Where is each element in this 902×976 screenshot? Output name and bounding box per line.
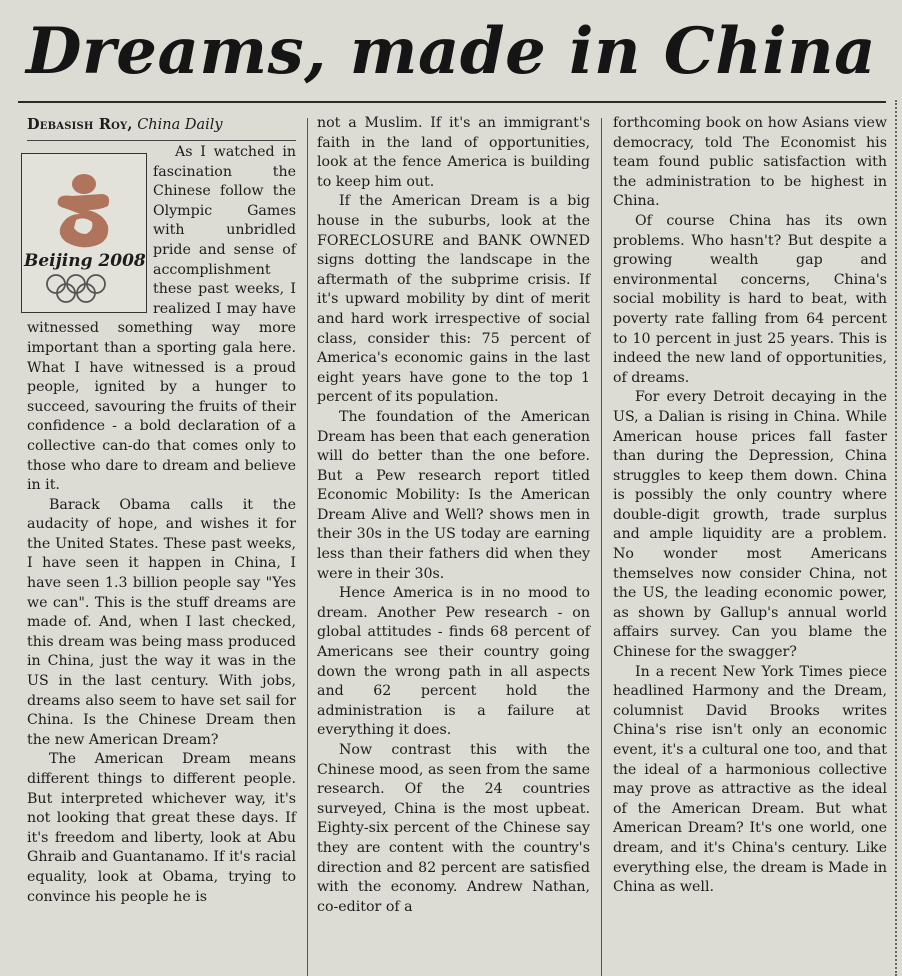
- paragraph: If the American Dream is a big house in the suburbs, look at the FORECLOSURE and BANK OWNED signs dotting the landscape in the aftermath of the subprime crisis. If it's upward mobility by dint of merit and hard work irrespective of social class, consider this: 75 percent of America's economic gains in the last eight years have gone to the top 1 percent of its population.: [317, 193, 590, 406]
- byline: [27, 114, 296, 141]
- logo-caption: Beijing 2008: [24, 251, 146, 271]
- headline: Dreams, made in China: [26, 14, 877, 89]
- byline-source: China Daily: [137, 117, 223, 133]
- headline-rule: [18, 101, 886, 103]
- column-divider: [307, 118, 308, 976]
- clipping-edge: [895, 100, 898, 976]
- paragraph: Of course China has its own problems. Who hasn't? But despite a growing wealth gap and environmental concerns, China's social mobility is hard to beat, with poverty rate falling from 64 percent to 10 percent in just 25 years. This is indeed the new land of opportunities, of dreams.: [613, 212, 887, 386]
- paragraph: The foundation of the American Dream has been that each generation will do better than the one before. But a Pew research report titled Economic Mobility: Is the American Dream Alive and Well? shows men in their 30s in the US today are earning less than their fathers did when they were in their 30s.: [317, 408, 590, 582]
- article-column-1: [24, 114, 296, 907]
- paragraph: forthcoming book on how Asians view democracy, told The Economist his team found public satisfaction with the administration to be highest in China.: [613, 115, 887, 210]
- paragraph: Hence America is in no mood to dream. Another Pew research - on global attitudes - finds 68 percent of Americans see their country going down the wrong path in all aspects and 62 percent hold the administration is a failure at everything it does.: [317, 585, 590, 739]
- byline-author: Debasish Roy,: [27, 116, 133, 133]
- paragraph: Now contrast this with the Chinese mood, as seen from the same research. Of the 24 countries surveyed, China is the most upbeat. Eighty-six percent of the Chinese say they are content with the country's direction and 82 percent are satisfied with the economy. Andrew Nathan, co-editor of a: [317, 742, 590, 915]
- article-column-3: [613, 114, 887, 898]
- paragraph: not a Muslim. If it's an immigrant's faith in the land of opportunities, look at the fence America is building to keep him out.: [317, 115, 590, 190]
- paragraph: For every Detroit decaying in the US, a Dalian is rising in China. While American house prices fall faster than during the Depression, China struggles to keep them down. China is possibly the only country where double-digit growth, trade surplus and ample liquidity are a problem. No wonder most Americans themselves now consider China, not the US, the leading economic power, as shown by Gallup's annual world affairs survey. Can you blame the Chinese for the swagger?: [613, 389, 887, 661]
- article-column-2: [317, 114, 590, 917]
- paragraph: In a recent New York Times piece headlined Harmony and the Dream, columnist David Brooks writes China's rise isn't only an economic event, it's a cultural one too, and that the ideal of a harmonious collective may prove as attractive as the ideal of the American Dream. But what American Dream? It's one world, one dream, and it's China's century. Like everything else, the dream is Made in China as well.: [613, 663, 887, 896]
- column-divider: [601, 118, 602, 976]
- paragraph: As I watched in fascination the Chinese follow the Olympic Games with unbridled pride and sense of accomplishment these past weeks, I realized I may have witnessed something way more important than a sporting gala here. What I have witnessed is a proud people, ignited by a hunger to succeed, savouring the fruits of their confidence - a bold declaration of a collective can-do that comes only to those who dare to dream and believe in it.: [27, 144, 296, 494]
- paragraph: The American Dream means different things to different people. But interpreted whichever way, it's not looking that great these days. If it's freedom and liberty, look at Abu Ghraib and Guantanamo. If it's racial equality, look at Obama, trying to convince his people he is: [27, 751, 296, 905]
- olympic-emblem-icon: [21, 153, 147, 313]
- paragraph: Barack Obama calls it the audacity of hope, and wishes it for the United States. These past weeks, I have seen it happen in China, I have seen 1.3 billion people say "Yes we can". This is the stuff dreams are made of. And, when I last checked, this dream was being mass produced in China, just the way it was in the US in the last century. With jobs, dreams also seem to have set sail for China. Is the Chinese Dream then the new American Dream?: [27, 496, 296, 748]
